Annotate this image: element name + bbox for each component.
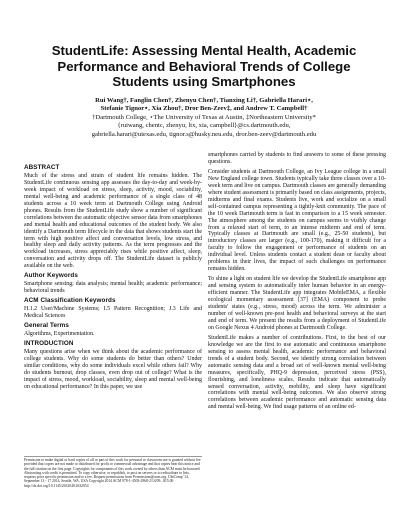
authors-line-1: Rui Wang†, Fanglin Chen†, Zhenyu Chen†, Tianxing Li†, Gabriella Harari⋆, xyxy=(95,97,313,104)
emails-line-2: gabriella.harari@utexas.edu, tignor.s@husky.neu.edu, dror.ben-zeev@dartmouth.edu xyxy=(91,130,317,138)
paragraph: To shine a light on student life we develop the StudentLife smartphone app and sensing system to automatically infer human behavior in an energy-efficient manner. The StudentLife app integrates MobileEMA, a flexible ecological momentary assessment [37] (EMA) component to probe students' states (e.g., stress, mood) across the term. We administer a number of well-known pre-post health and behavioral surveys at the start and end of term. We present the results from a deployment of StudentLife on Google Nexus 4 Android phones at Dartmouth College. xyxy=(208,276,386,331)
acm-heading: ACM Classification Keywords xyxy=(24,297,116,305)
emails-line-1: {ruiwang, chentc, zhenyu, ltx, xia, campbell}@cs.dartmouth.edu, xyxy=(117,122,291,130)
paragraph: Consider students at Dartmouth College, an Ivy League college in a small New England college town. Students typically take three classes over a 10-week term and live on campus. Dartmouth classes are generally demanding where student assessment is primarily based on class assignments, projects, midterms and final exams. Students live, work and socialize on a small self-contained campus representing a tightly-knit community. The pace of the 10 week Dartmouth term is fast in comparison to a 15 week semester. The atmosphere among the students on campus seems to visibly change from a relaxed start of term, to an intense midterm and end of term. Typically classes at Dartmouth are small (e.g., 25-50 students), but introductory classes are larger (e.g., 100-170), making it difficult for a faculty to follow the engagement or performance of students on an individual level. Unless students contact a student dean or faculty about problems in their lives, the impact of such challenges on performance remains hidden. xyxy=(208,168,386,273)
introduction-heading: INTRODUCTION xyxy=(24,339,74,347)
abstract-text: Much of the stress and strain of student life remains hidden. The StudentLife continuous sensing app assesses the day-to-day and week-by-week impact of workload on stress, sleep, activity, mood, sociability, mental well-being and academic performance of a single class of 48 students across a 10 week term at Dartmouth College using Android phones. Results from the StudentLife study show a number of significant correlations between the automatic objective sensor data from smartphones and mental health and educational outcomes of the student body. We also identify a Dartmouth term lifecycle in the data that shows students start the term with high positive affect and conversation levels, low stress, and healthy sleep and daily activity patterns. As the term progresses and the workload increases, stress appreciably rises while positive affect, sleep, conversation and activity drops off. The StudentLife dataset is publicly available on the web. xyxy=(24,172,202,270)
general-terms-heading: General Terms xyxy=(24,322,69,330)
keywords-text: Smartphone sensing; data analysis; mental health; academic performance; behavioral trends xyxy=(24,281,202,295)
introduction-text: Many questions arise when we think about the academic performance of college students. Why do some students do better than others? Under similar conditions, why do some individuals excel while others fail? Why do students burnout, drop classes, even drop out of college? What is the impact of stress, mood, workload, sociability, sleep and mental well-being on educational performance? In this paper, we use xyxy=(24,348,202,390)
abstract-heading: ABSTRACT xyxy=(24,164,60,171)
left-column xyxy=(24,163,202,394)
general-terms-text: Algorithms, Experimentation. xyxy=(24,330,95,337)
right-column xyxy=(208,152,386,414)
acm-text: H.1.2 User/Machine Systems; I.5 Pattern Recognition; J.3 Life and Medical Sciences xyxy=(24,306,202,320)
keywords-heading: Author Keywords xyxy=(24,272,78,280)
paragraph: smartphones carried by students to find answers to some of these pressing questions. xyxy=(208,152,386,165)
copyright-notice: Permission to make digital or hard copies of all or part of this work for personal or classroom use is granted without fee provided that copies are not made or distributed for profit or commercial advantage and that copies bear this notice and the full citation on the first page. Copyrights for components of this work owned by others than ACM must be honored. Abstracting with credit is permitted. To copy otherwise, or republish, to post on servers or to redistribute to lists, requires prior specific permission and/or a fee. Request permissions from Permissions@acm.org. UbiComp '14, September 13 - 17 2014, Seattle, WA, USA Copyright 2014 ACM 978-1-4503-2968-2/14/09...$15.00. http://dx.doi.org/10.1145/2632048.2632054 xyxy=(24,458,201,488)
affiliation: †Dartmouth College, ⋆The University of Texas at Austin, ‡Northeastern University* xyxy=(92,113,316,121)
paper-title: StudentLife: Assessing Mental Health, Academic Performance and Behavioral Trends of College Students using Smartphones xyxy=(51,43,357,89)
paragraph: StudentLife makes a number of contributions. First, to the best of our knowledge we are the first to use automatic and continuous smartphone sensing to assess mental health, academic performance and behavioral trends of a student body. Second, we identify strong correlation between automatic sensing data and a broad set of well-known mental well-being measures, specifically, PHQ-9 depression, perceived stress (PSS), flourishing, and loneliness scales. Results indicate that automatically sensed conversation, activity, mobility, and sleep have significant correlations with mental well-being outcomes. We also observe strong correlations between academic performance and automatic sensing data and mental well-being. We find usage patterns of an online ed- xyxy=(208,334,386,411)
author-block xyxy=(28,97,380,139)
authors-line-2: Stefanie Tignor⋆, Xia Zhou†, Dror Ben-Zeev‡, and Andrew T. Campbell† xyxy=(100,105,308,113)
